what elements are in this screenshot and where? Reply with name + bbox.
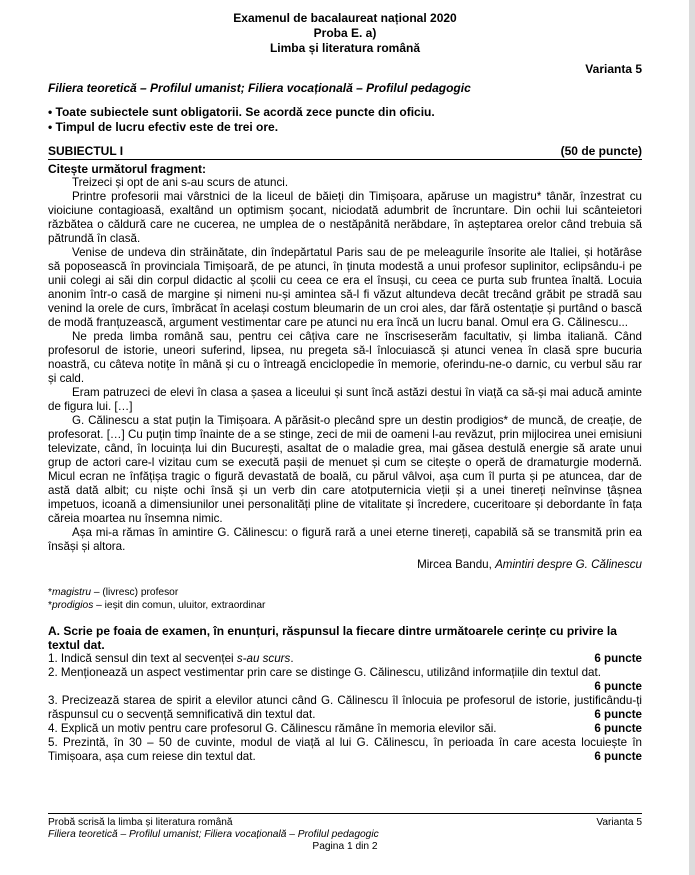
rules-list: [48, 105, 642, 135]
glossary-definition: – (livresc) profesor: [91, 587, 179, 598]
requirement-points: 6 puncte: [594, 708, 642, 721]
requirement-points: 6 puncte: [594, 722, 642, 735]
requirements-intro: A. Scrie pe foaia de examen, în enunțuri, răspunsul la fiecare dintre următoarele cerințe cu privire la textul dat.: [48, 624, 617, 652]
variant-label: Varianta 5: [585, 62, 642, 76]
requirement-item: [48, 694, 642, 722]
header-proba: Proba E. a): [313, 26, 377, 40]
rule-item: • Timpul de lucru efectiv este de trei ore.: [48, 120, 279, 134]
footer-exam: Probă scrisă la limba și literatura română: [48, 817, 233, 828]
requirements-list: [48, 652, 642, 764]
footer-page-number: Pagina 1 din 2: [312, 841, 378, 852]
text-fragment: [48, 176, 642, 554]
footer-variant: Varianta 5: [596, 817, 642, 828]
requirement-points: 6 puncte: [594, 652, 642, 665]
glossary-item: *prodigios – ieșit din comun, uluitor, extraordinar: [48, 600, 266, 611]
author-name: Mircea Bandu,: [417, 558, 492, 571]
text-paragraph: G. Călinescu a stat puțin la Timișoara. A părăsit-o plecând spre un destin prodigios* de muncă, de creație, de profesorat. […] Cu puțin timp înainte de a se stinge, zeci de mii de oameni l-au revăzut, prin mijlocirea unei emisiuni televizate, când, în locuința lui din București, asaltat de o maladie grea, mai găsea destulă energie să arate unui grup de actori care-l vizitau cum se execută pașii de menuet și cum se citește o operă de dramaturgie modernă. Micul ecran ne înfățișa tragic o figură devastată de boală, cu părul vâlvoi, așa cum îl purta și pe atuncea, dar de astă dată albit; cu niște ochi însă și un verb din care atotputernicia vieții și a unei tinereți neînvinse țâșnea impetuos, icoană a dimensiunilor unei personalități pline de vitalitate și încredere, cuceritoare și debordante în fața căreia moartea nu însemna nimic.: [48, 414, 642, 525]
requirement-text: 1. Indică sensul din text al secvenței: [48, 652, 237, 665]
subject-title: SUBIECTUL I: [48, 144, 124, 158]
requirement-text: 4. Explică un motiv pentru care profesorul G. Călinescu rămâne în memoria elevilor săi.: [48, 722, 497, 735]
text-paragraph: Ne preda limba română sau, pentru cei câțiva care ne înscriseserăm facultativ, și limba italiană. Când profesorul de istorie, uneori suferind, lipsea, nu pregeta să-l înlocuiască și atunci venea în clasă spre bucuria noastră, cu câteva notițe în mână și cu o întreagă enciclopedie în memorie, oferindu-ne-o darnic, cu verbul său rar și cald.: [48, 330, 642, 385]
subject-points: (50 de puncte): [560, 144, 642, 158]
page-footer: [48, 813, 642, 853]
exam-header: [48, 0, 642, 56]
requirement-item: [48, 722, 642, 736]
glossary-definition: – ieșit din comun, uluitor, extraordinar: [93, 600, 266, 611]
glossary-term: prodigios: [51, 600, 94, 611]
requirement-item: [48, 652, 642, 666]
text-paragraph: Așa mi-a rămas în amintire G. Călinescu: o figură rară a unei eterne tinereți, capabilă să se transmită prin ea însăși și altora.: [48, 526, 642, 553]
text-paragraph: Printre profesorii mai vârstnici de la liceul de băieți din Timișoara, apăruse un magistru* tânăr, înzestrat cu vioiciune contagioasă, exaltând un optimism șocant, niciodată adumbrit de încruntare. Din ochii lui scânteietori răzbătea o căldură care ne cucerea, ne umplea de o nestăpânită nerăbdare, în așteptarea orelor când trebuia să pătrundă în clasă.: [48, 190, 642, 245]
exam-page: [48, 0, 642, 764]
requirement-item: [48, 666, 642, 694]
text-paragraph: Venise de undeva din străinătate, din îndepărtatul Paris sau de pe meleagurile însorite ale Italiei, și hotărâse să poposească în provinciala Timișoară, de pe atunci, în ținuta modestă a unui profesor suplinitor, eclipsându-i pe unii colegi ai săi din corpul didactic al școlii cu ceea ce era el însuși, cu ceea ce purta sub fruntea înaltă. Locuia anonim într-o casă de margine și nimeni nu-și amintea să-l fi văzut altundeva decât trecând grăbit pe stradă sau venind la orele de curs, îmbrăcat în același costum bleumarin de un croi ales, dar fără ostentație și purtând o bască de modă franțuzească, argument vestimentar care pe atunci nu era încă un lucru banal. Omul era G. Călinescu...: [48, 246, 642, 329]
text-paragraph: Treizeci și opt de ani s-au scurs de atunci.: [72, 176, 289, 189]
page-edge-shadow: [689, 0, 695, 875]
header-title: Examenul de bacalaureat național 2020: [233, 11, 457, 25]
source-citation: [48, 558, 642, 572]
glossary-notes: [48, 586, 642, 612]
glossary-item: *magistru – (livresc) profesor: [48, 587, 179, 598]
footer-filiera: Filiera teoretică – Profilul umanist; Filiera vocațională – Profilul pedagogic: [48, 829, 379, 840]
requirement-item: [48, 736, 642, 764]
requirement-points: 6 puncte: [594, 680, 642, 693]
subject-heading: [48, 144, 642, 160]
requirement-tail: .: [290, 652, 294, 665]
text-paragraph: Eram patruzeci de elevi în clasa a șasea a liceului și sunt încă astăzi destui în viață ca să-și mai aducă aminte de figura lui. […]: [48, 386, 642, 413]
requirement-points: 6 puncte: [594, 750, 642, 763]
requirement-quote: s-au scurs: [236, 652, 291, 665]
requirement-text: 3. Precizează starea de spirit a elevilor atunci când G. Călinescu îl înlocuia pe profesorul de istorie, justificându-ți răspunsul cu o secvență semnificativă din textul dat.: [48, 694, 642, 721]
requirement-text: 5. Prezintă, în 30 – 50 de cuvinte, modul de viață al lui G. Călinescu, în perioada în care acesta locuiește în Timișoara, așa cum reiese din textul dat.: [48, 736, 642, 763]
reading-instruction: Citește următorul fragment:: [48, 162, 207, 176]
rule-item: • Toate subiectele sunt obligatorii. Se acordă zece puncte din oficiu.: [48, 105, 435, 119]
requirement-text: 2. Menționează un aspect vestimentar prin care se distinge G. Călinescu, utilizând informațiile din textul dat.: [48, 666, 601, 679]
header-subject: Limba și literatura română: [269, 41, 421, 55]
glossary-term: magistru: [51, 587, 92, 598]
work-title: Amintiri despre G. Călinescu: [495, 558, 642, 571]
filiera-line: Filiera teoretică – Profilul umanist; Filiera vocațională – Profilul pedagogic: [48, 81, 471, 95]
